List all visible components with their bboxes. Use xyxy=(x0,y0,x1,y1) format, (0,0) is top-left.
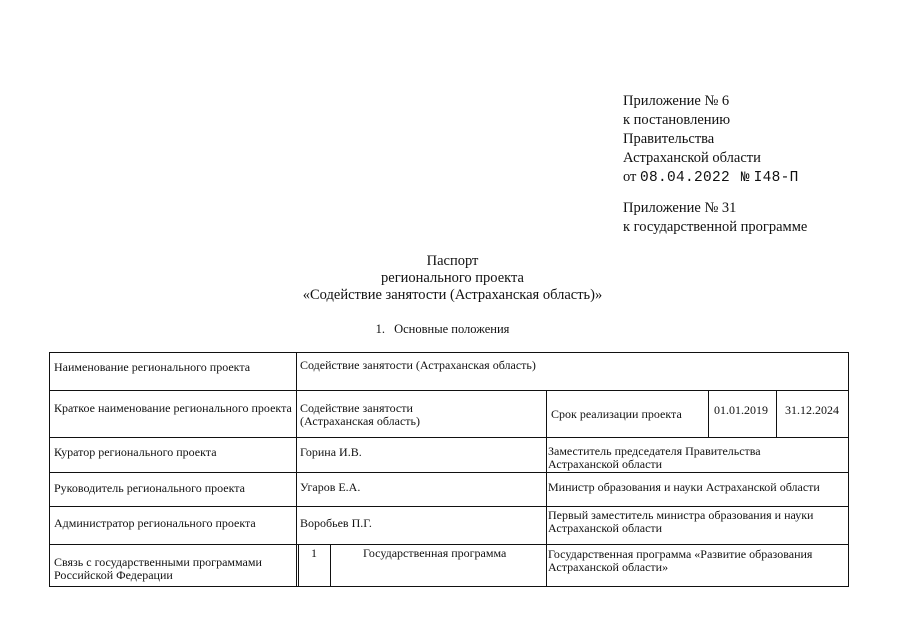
resolution-date: 08.04.2022 xyxy=(640,170,731,186)
program-name: Государственная программа «Развитие образования Астраханской области» xyxy=(548,547,813,574)
document-title xyxy=(0,253,905,304)
row-name-value: Содействие занятости (Астраханская область) xyxy=(300,358,536,372)
table-col-divider xyxy=(546,390,547,587)
appendix-header xyxy=(623,92,799,188)
number-prefix: № xyxy=(740,170,750,186)
table-col-divider xyxy=(708,390,709,438)
appendix-region-line: Астраханской области xyxy=(623,150,761,166)
appendix-ref-line: к постановлению xyxy=(623,112,731,128)
table-col-divider xyxy=(296,352,297,587)
appendix-number: Приложение № 6 xyxy=(623,93,730,109)
program-index: 1 xyxy=(311,546,317,560)
programs-link-label: Связь с государственными программами Российской Федерации xyxy=(54,555,262,582)
head-name: Угаров Е.А. xyxy=(300,480,361,494)
row-short-name-value xyxy=(300,402,540,428)
curator-name: Горина И.В. xyxy=(300,445,362,459)
short-name-line1: Содействие занятости xyxy=(300,401,413,415)
table-col-divider xyxy=(298,544,299,587)
row-short-name-label: Краткое наименование регионального проекта xyxy=(54,401,292,415)
appendix-program-ref xyxy=(623,199,807,237)
table-border-top xyxy=(49,352,848,353)
section-label: Основные положения xyxy=(394,322,510,336)
table-col-divider xyxy=(330,544,331,587)
resolution-number: I48-П xyxy=(753,170,799,186)
table-row-divider xyxy=(49,437,848,438)
table-row-divider xyxy=(49,390,848,391)
period-label: Срок реализации проекта xyxy=(551,407,682,421)
table-border-right xyxy=(848,352,849,587)
table-inner-line xyxy=(296,544,848,545)
period-end: 31.12.2024 xyxy=(785,403,839,417)
section-number: 1. xyxy=(375,322,385,336)
table-col-divider xyxy=(776,390,777,438)
appendix-program-number: Приложение № 31 xyxy=(623,200,737,216)
title-passport: Паспорт xyxy=(426,253,479,269)
head-position: Министр образования и науки Астраханской области xyxy=(548,480,820,494)
table-border-bottom xyxy=(49,586,848,587)
row-name-label: Наименование регионального проекта xyxy=(54,360,251,374)
table-border-left xyxy=(49,352,50,587)
administrator-name: Воробьев П.Г. xyxy=(300,516,372,530)
head-label: Руководитель регионального проекта xyxy=(54,481,246,495)
curator-position: Заместитель председателя Правительства Астраханской области xyxy=(548,444,761,471)
administrator-label: Администратор регионального проекта xyxy=(54,516,256,530)
table-row-divider xyxy=(49,506,848,507)
section-heading xyxy=(0,322,885,337)
program-type: Государственная программа xyxy=(363,546,507,560)
short-name-line2: (Астраханская область) xyxy=(300,414,420,428)
date-prefix: от xyxy=(623,169,637,185)
period-start: 01.01.2019 xyxy=(714,403,768,417)
appendix-authority-line: Правительства xyxy=(623,131,715,147)
title-project-name: «Содействие занятости (Астраханская область)» xyxy=(302,287,603,303)
curator-label: Куратор регионального проекта xyxy=(54,445,217,459)
appendix-program-line: к государственной программе xyxy=(623,219,808,235)
title-project-type: регионального проекта xyxy=(381,270,524,286)
appendix-date-line xyxy=(623,168,799,188)
administrator-position: Первый заместитель министра образования и науки Астраханской области xyxy=(548,508,814,535)
table-row-divider xyxy=(49,472,848,473)
